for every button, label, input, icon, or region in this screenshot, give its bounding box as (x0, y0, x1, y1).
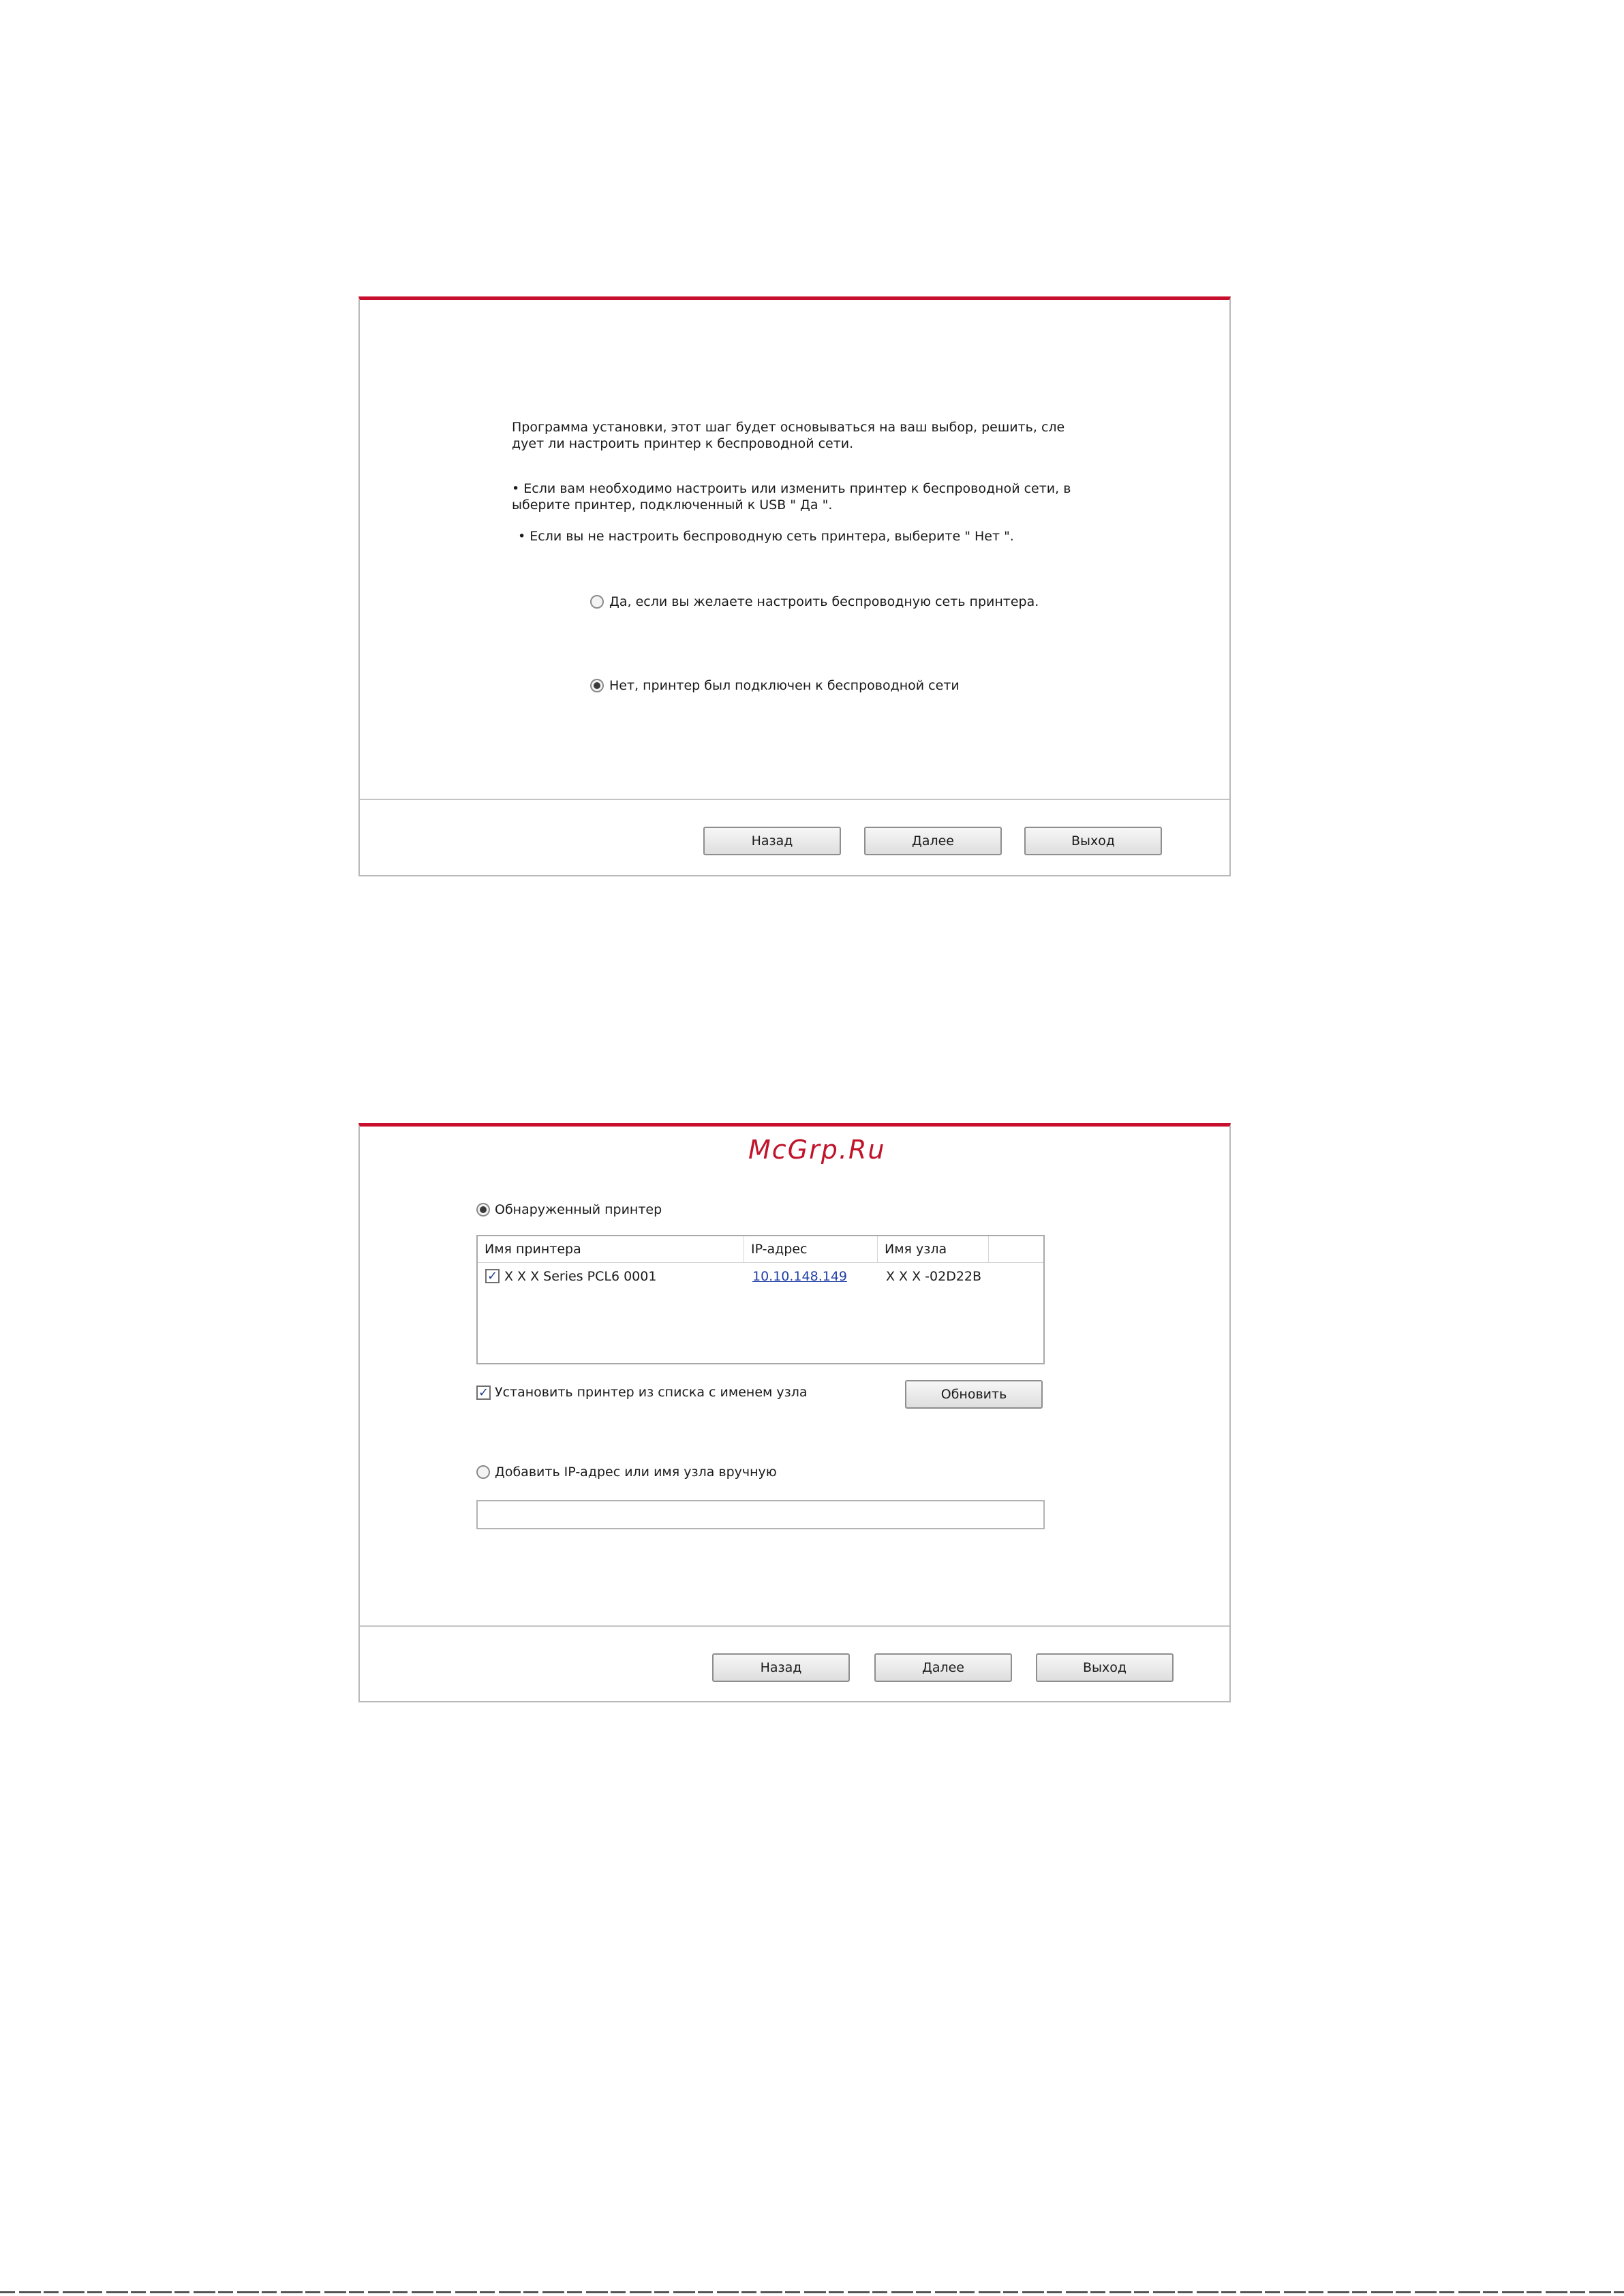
wireless-setup-dialog (358, 296, 1231, 876)
printer-list-table[interactable] (476, 1235, 1045, 1364)
option-manual-label[interactable]: Добавить IP-адрес или имя узла вручную (495, 1465, 777, 1480)
option-found-label[interactable]: Обнаруженный принтер (495, 1202, 662, 1217)
back-button[interactable]: Назад (703, 827, 841, 855)
table-header (478, 1236, 1043, 1263)
back-button[interactable]: Назад (712, 1653, 850, 1682)
column-header-ip[interactable]: IP-адрес (744, 1236, 878, 1262)
column-header-printer-name[interactable]: Имя принтера (478, 1236, 744, 1262)
exit-button[interactable]: Выход (1024, 827, 1162, 855)
footer-divider (360, 1625, 1229, 1627)
option-manual-radio[interactable] (476, 1465, 490, 1479)
footer-divider (360, 799, 1229, 800)
row-printer-name: X X X Series PCL6 0001 (504, 1269, 657, 1284)
watermark-text: McGrp.Ru (748, 1135, 886, 1165)
exit-button[interactable]: Выход (1036, 1653, 1174, 1682)
row-host-name: X X X -02D22B (886, 1269, 982, 1284)
column-header-host[interactable]: Имя узла (878, 1236, 989, 1262)
next-button[interactable]: Далее (874, 1653, 1012, 1682)
install-by-host-checkbox[interactable]: ✓ (476, 1386, 491, 1400)
option-yes-label[interactable]: Да, если вы желаете настроить беспроводную сеть принтера. (609, 594, 1039, 609)
option-yes-radio[interactable] (590, 595, 604, 609)
install-by-host-label[interactable]: Установить принтер из списка с именем узла (495, 1385, 808, 1400)
row-ip-link[interactable]: 10.10.148.149 (752, 1269, 848, 1284)
refresh-button[interactable]: Обновить (905, 1380, 1043, 1409)
next-button[interactable]: Далее (864, 827, 1002, 855)
page-bottom-rule (0, 2291, 1624, 2293)
bullet-no-text: • Если вы не настроить беспроводную сеть принтера, выберите " Нет ". (518, 529, 1014, 544)
option-found-radio[interactable] (476, 1203, 490, 1216)
manual-address-input[interactable] (476, 1500, 1045, 1529)
row-checkbox[interactable]: ✓ (485, 1269, 500, 1283)
radio-selected-dot (480, 1206, 487, 1213)
intro-text: Программа установки, этот шаг будет основываться на ваш выбор, решить, сле дует ли настроить принтер к беспроводной сети. (512, 420, 1065, 451)
option-no-label[interactable]: Нет, принтер был подключен к беспроводной сети (609, 678, 960, 693)
bullet-yes-text: • Если вам необходимо настроить или изменить принтер к беспроводной сети, в ыберите принтер, подключенный к USB " Да ". (512, 481, 1071, 512)
radio-selected-dot (594, 682, 600, 689)
printer-discovery-dialog (358, 1123, 1231, 1702)
option-no-radio[interactable] (590, 679, 604, 692)
